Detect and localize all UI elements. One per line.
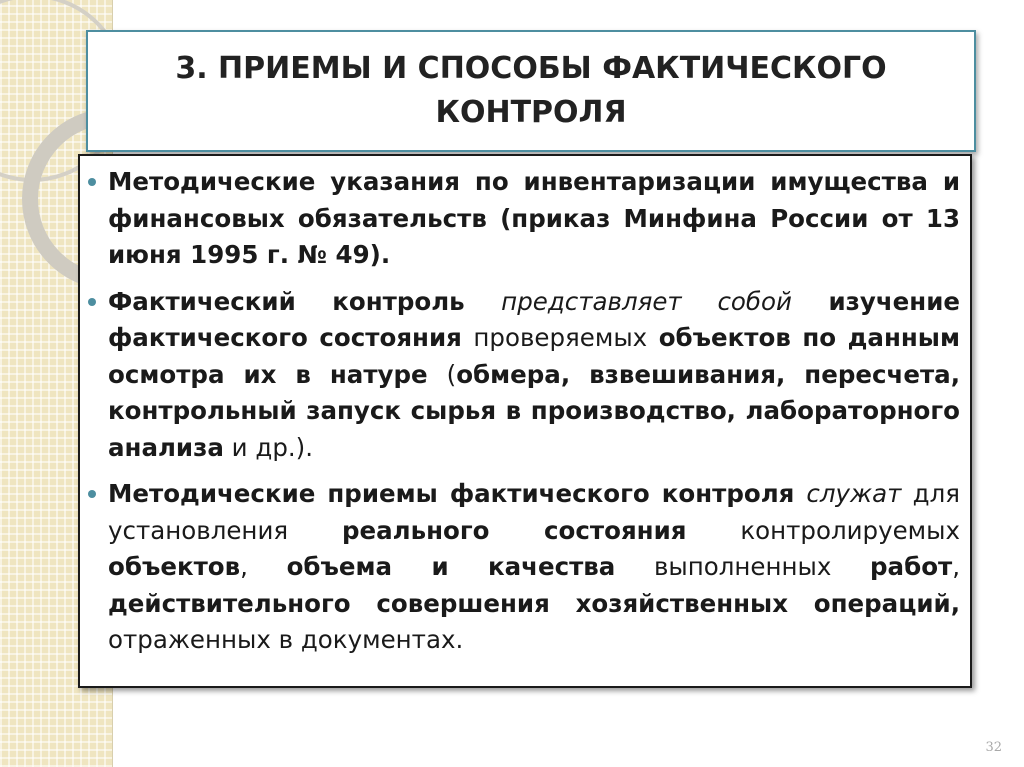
bullet-text: изучение фактического состояния [108,286,960,352]
page-number: 32 [985,740,1002,755]
bullet-text-regular: и др.). [223,432,313,462]
bullet-text: реального состояния [341,515,687,545]
slide-title [175,47,886,135]
bullet-text: Фактический контроль [108,286,502,316]
bullet-text-regular: отраженных в документах. [108,625,464,654]
bullet-text: работ [870,552,953,581]
bullet-text: обмера, взвешивания, пересчета, контрольный запуск сырья в производство, лабораторного анализа [108,359,960,462]
bullet-text-regular: , [240,552,287,581]
bullet-item [108,284,960,467]
bullet-text: Методические указания по инвентаризации имущества и финансовых обязательств (приказ Минфина России от 13 июня 1995 г. № 49). [108,167,960,269]
title-box [86,30,976,152]
bullet-text-regular: , [952,552,961,581]
bullet-item [108,164,960,274]
bullet-text-regular: контролируемых [686,515,960,545]
bullet-text-regular: ( [446,359,457,389]
bullet-item [108,476,960,659]
bullet-text: Методические приемы фактического контроля [108,479,807,508]
title-line: 3. ПРИЕМЫ И СПОСОБЫ ФАКТИЧЕСКОГО [175,51,887,86]
bullet-text-regular: выполненных [615,552,871,581]
bullet-text: объектов [108,552,241,581]
bullet-text: действительного совершения хозяйственных операций, [108,588,960,618]
bullet-text-regular: проверяемых [473,323,648,352]
bullet-text-italic: служат [806,479,902,508]
title-line: КОНТРОЛЯ [435,95,627,130]
bullet-list [80,156,970,659]
bullet-text-regular: для установления [108,479,961,545]
bullet-text-italic: представляет собой [501,286,792,316]
content-box [78,154,972,688]
bullet-text: объектов по данным осмотра их в натуре [108,323,960,389]
bullet-text: объема и качества [286,552,616,581]
